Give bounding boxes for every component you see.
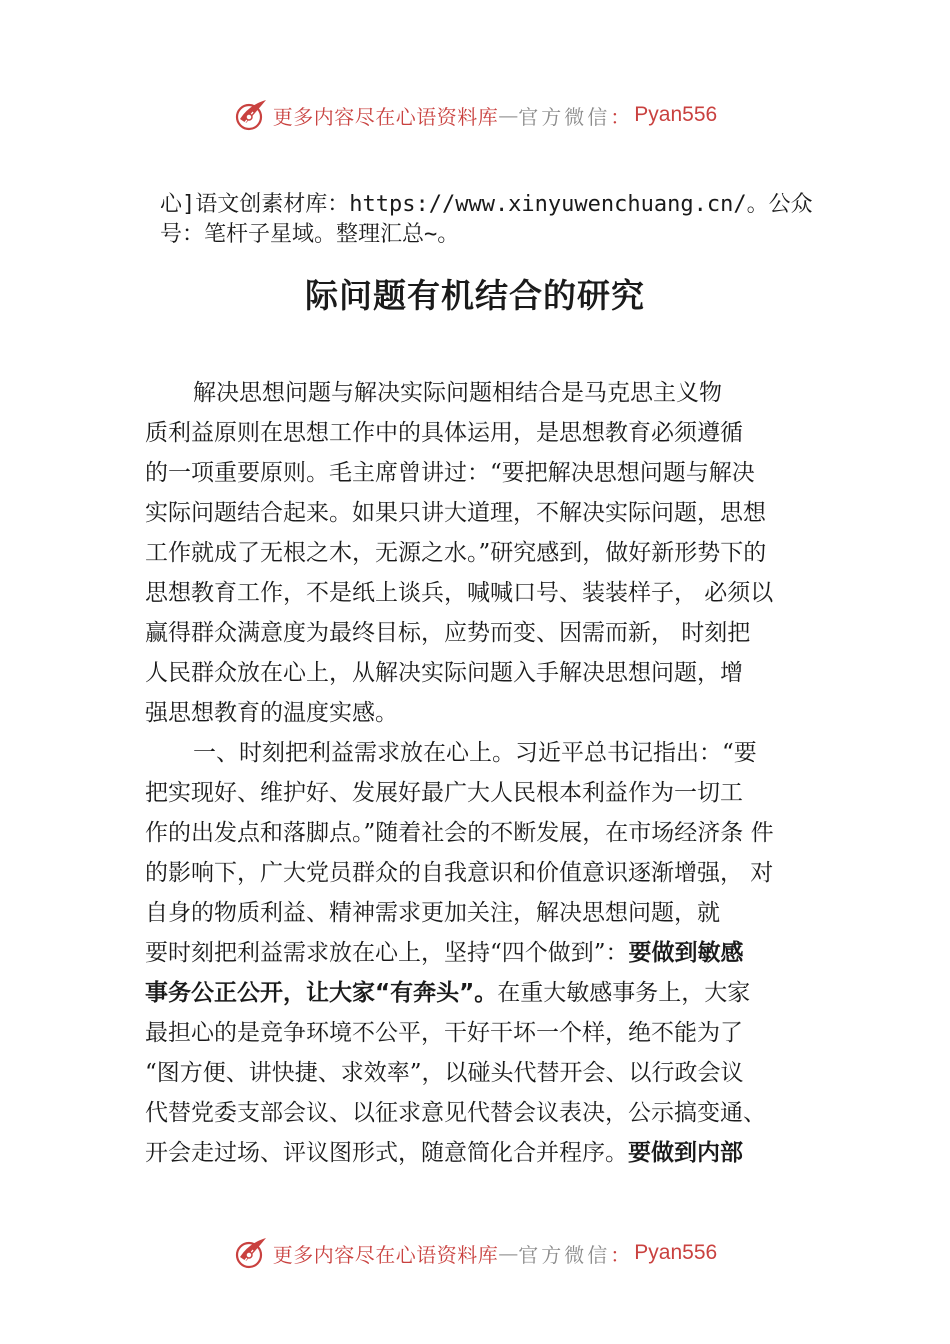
body-line: 强思想教育的温度实感。 (145, 700, 398, 726)
banner-colon: ： (610, 104, 631, 129)
body-line: 人民群众放在心上，从解决实际问题入手解决思想问题，增 (145, 660, 743, 686)
banner-separator: — (498, 103, 519, 127)
banner-wechat-id: Pyan556 (634, 1241, 718, 1264)
banner-separator: — (498, 1241, 519, 1265)
bold-phrase: 要做到敏感 (628, 940, 744, 966)
bold-phrase: 事务公正公开，让大家“有奔头”。 (145, 980, 498, 1006)
source-note-line: 号：笔杆子星域。整理汇总~。 (160, 222, 460, 247)
body-line: 代替党委支部会议、以征求意见代替会议表决，公示搞变通、 (145, 1100, 766, 1126)
source-note-line: 心]语文创素材库：https://www.xinyuwenchuang.cn/。公众 (160, 192, 813, 217)
body-line: 解决思想问题与解决实际问题相结合是马克思主义物 (193, 380, 722, 406)
quill-logo-icon (233, 1235, 269, 1271)
body-line: “图方便、讲快捷、求效率”，以碰头代替开会、以行政会议 (145, 1060, 744, 1086)
banner-wechat-id: Pyan556 (634, 103, 718, 126)
body-line: 最担心的是竞争环境不公平，干好干坏一个样，绝不能为了 (145, 1020, 743, 1046)
body-line: 要时刻把利益需求放在心上，坚持“四个做到”：要做到敏感 (145, 940, 744, 966)
banner-wechat-label: 官方微信 (518, 104, 611, 129)
document-title: 际问题有机结合的研究 (305, 276, 645, 315)
banner-site-text: 更多内容尽在心语资料库 (272, 104, 499, 129)
body-line: 把实现好、维护好、发展好最广大人民根本利益作为一切工 (145, 780, 743, 806)
body-line: 实际问题结合起来。如果只讲大道理，不解决实际问题，思想 (145, 500, 766, 526)
banner-colon: ： (610, 1242, 631, 1267)
banner-site-text: 更多内容尽在心语资料库 (272, 1242, 499, 1267)
body-line: 自身的物质利益、精神需求更加关注，解决思想问题，就 (145, 900, 720, 926)
document-body (145, 373, 845, 1173)
body-line: 赢得群众满意度为最终目标，应势而变、因需而新， 时刻把 (145, 620, 751, 646)
bold-phrase: 要做到内部 (628, 1140, 743, 1166)
header-banner (0, 95, 950, 135)
body-line: 工作就成了无根之木，无源之水。”研究感到，做好新形势下的 (145, 540, 767, 566)
body-line: 事务公正公开，让大家“有奔头”。在重大敏感事务上，大家 (145, 980, 751, 1006)
body-line: 一、时刻把利益需求放在心上。习近平总书记指出：“要 (193, 740, 757, 766)
body-line: 作的出发点和落脚点。”随着社会的不断发展，在市场经济条 件 (145, 820, 774, 846)
banner-wechat-label: 官方微信 (518, 1242, 611, 1267)
body-line: 开会走过场、评议图形式，随意简化合并程序。要做到内部 (145, 1140, 743, 1166)
footer-banner (0, 1233, 950, 1273)
source-note (160, 190, 850, 250)
quill-logo-icon (233, 97, 269, 133)
body-line: 的影响下，广大党员群众的自我意识和价值意识逐渐增强， 对 (145, 860, 774, 886)
body-line: 思想教育工作，不是纸上谈兵，喊喊口号、装装样子， 必须以 (145, 580, 774, 606)
body-line: 的一项重要原则。毛主席曾讲过：“要把解决思想问题与解决 (145, 460, 755, 486)
body-line: 质利益原则在思想工作中的具体运用，是思想教育必须遵循 (145, 420, 743, 446)
